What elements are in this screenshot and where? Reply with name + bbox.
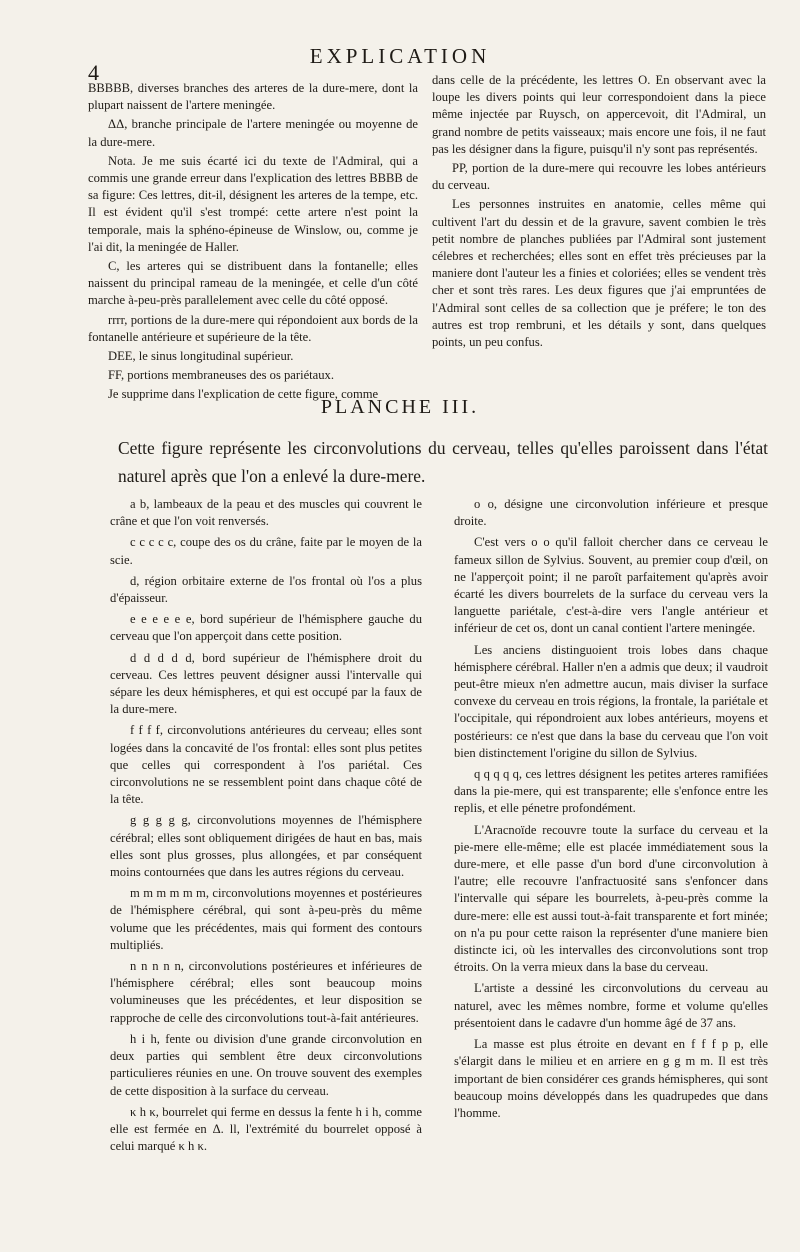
plate-subtitle: Cette figure représente les circonvolutions du cerveau, telles qu'elles paroissent dans l'état naturel après que l'on a enlevé la dure-mere.	[118, 438, 768, 486]
paragraph: e e e e e e, bord supérieur de l'hémisphere gauche du cerveau que l'on apperçoit dans cette position.	[110, 612, 422, 644]
bottom-left-column	[110, 496, 422, 1159]
paragraph: FF, portions membraneuses des os pariétaux.	[108, 368, 334, 383]
paragraph: C'est vers o o qu'il falloit chercher dans ce cerveau le fameux sillon de Sylvius. Souvent, au premier coup d'œil, on ne l'apperçoit point; il ne paroît parfaitement qu'après avoir écarté les divers bourrelets de la surface du cerveau vers la languette pariétale, c'est-à-dire vers l'angle antérieur et inférieur de cet os, dont un canal contient l'artere meningée.	[454, 535, 768, 636]
running-title: EXPLICATION	[309, 44, 491, 68]
paragraph: c c c c c, coupe des os du crâne, faite par le moyen de la scie.	[110, 535, 422, 567]
paragraph: o o, désigne une circonvolution inférieure et presque droite.	[454, 497, 768, 529]
paragraph: Les anciens distinguoient trois lobes dans chaque hémisphere cérébral. Haller n'en a admis que deux; il vaudroit peut-être mieux n'en admettre aucun, mais diviser la surface convexe du cerveau en trois régions, la frontale, la pariétale et l'occipitale, qui répondroient aux lobes antérieurs, moyens et postérieurs: ce n'est que dans la base du cerveau que l'on voit bien distinctement l'origine du sillon de Sylvius.	[454, 642, 768, 760]
paragraph: PP, portion de la dure-mere qui recouvre les lobes antérieurs du cerveau.	[432, 161, 766, 193]
paragraph: h i h, fente ou division d'une grande circonvolution en deux parties qui semblent être deux circonvolutions particulieres réunies en une. On trouve souvent des exemples de cette disposition à la surface du cerveau.	[110, 1031, 422, 1098]
page-number: 4	[88, 60, 99, 85]
paragraph: a b, lambeaux de la peau et des muscles qui couvrent le crâne et que l'on voit renversés.	[110, 497, 422, 529]
paragraph: d, région orbitaire externe de l'os frontal où l'os a plus d'épaisseur.	[110, 573, 422, 606]
paragraph: BBBBB, diverses branches des arteres de la dure-mere, dont la plupart naissent de l'artere meningée.	[88, 81, 418, 113]
paragraph: d d d d d, bord supérieur de l'hémisphere droit du cerveau. Ces lettres peuvent désigner aussi l'intervalle qui sépare les deux hémispheres, et qui est occupé par la faux de la dure-mere.	[110, 650, 422, 717]
paragraph: n n n n n, circonvolutions postérieures et inférieures de l'hémisphere cérébral; elles sont beaucoup moins volumineuses que les précédentes, et leur disposition se rapproche de celle des circonvolutions tout-à-fait antérieures.	[110, 959, 422, 1025]
paragraph: DEE, le sinus longitudinal supérieur.	[108, 349, 294, 364]
top-right-column	[432, 72, 766, 353]
paragraph: m m m m m m, circonvolutions moyennes et postérieures de l'hémisphere cérébral, qui sont à-peu-près du même volume que les précédentes, mais qui forment des contours multipliés.	[110, 886, 422, 952]
paragraph: ΔΔ, branche principale de l'artere meningée ou moyenne de la dure-mere.	[88, 117, 418, 149]
paragraph: C, les arteres qui se distribuent dans la fontanelle; elles naissent du principal rameau de la meningée, et celle d'un côté marche à-peu-près parallelement avec celle du côté opposé.	[88, 259, 418, 308]
bottom-right-column	[454, 496, 768, 1126]
paragraph: κ h κ, bourrelet qui ferme en dessus la fente h i h, comme elle est fermée en Δ. ll, l'extrémité du bourrelet opposé à celui marqué κ h κ.	[110, 1104, 422, 1154]
paragraph: g g g g g, circonvolutions moyennes de l'hémisphere cérébral; elles sont obliquement dirigées de haut en bas, mais elles sont plus grosses, plus allongées, et par conséquent moins contournées que dans les autres régions du cerveau.	[110, 813, 422, 880]
paragraph: Les personnes instruites en anatomie, celles même qui cultivent l'art du dessin et de la gravure, savent combien le très petit nombre de planches publiées par l'Admiral sont justement célebres et recherchées; elles sont en effet très précieuses par la maniere dont l'auteur les a finies et coloriées; elles se vendent très cher et sont très rares. Les deux figures que j'ai empruntées de l'Admiral sont celles de sa collection que je préfere; le ton des autres est trop rembruni, et les détails y sont, dans quelques points, un peu confus.	[432, 197, 766, 350]
paragraph: Je supprime dans l'explication de cette figure, comme	[108, 387, 379, 402]
paragraph: L'Aracnoïde recouvre toute la surface du cerveau et la pie-mere elle-même; elle est placée immédiatement sous la dure-mere, et elle passe d'un bord d'une circonvolution à l'autre; elle recouvre l'anfractuosité sans s'enfoncer dans l'intervalle qui sépare les bourrelets, à-peu-près comme la dure-mere: elle est aussi tout-à-fait transparente et fort minée; on n'a pu pour cette raison la représenter d'une maniere bien distincte ici, où les intervalles des circonvolutions sont trop étroits. On la verra mieux dans la base du cerveau.	[454, 822, 768, 975]
paragraph: q q q q q, ces lettres désignent les petites arteres ramifiées dans la pie-mere, qui est transparente; elle s'enfonce entre les replis, et elle pénetre profondément.	[454, 767, 768, 816]
plate-title: PLANCHE III.	[320, 396, 480, 418]
paragraph: dans celle de la précédente, les lettres O. En observant avec la loupe les divers points qui leur correspondoient dans la piece même injectée par Ruysch, on appercevoit, dit l'Admiral, un grand nombre de petits vaisseaux; mais encore une fois, il ne faut pas les désigner dans la figure, puisqu'il n'y sont pas représentés.	[432, 73, 766, 156]
paragraph: L'artiste a dessiné les circonvolutions du cerveau au naturel, avec les mêmes nombre, forme et volume qu'elles présentoient dans le cadavre d'un homme âgé de 37 ans.	[454, 981, 768, 1030]
paragraph: f f f f, circonvolutions antérieures du cerveau; elles sont logées dans la concavité de l'os frontal: elles sont plus petites que celles qui correspondent à l'os pariétal. Ces circonvolutions ne se ressemblent point dans chaque côté de la tête.	[110, 723, 422, 807]
top-left-column	[88, 80, 418, 406]
paragraph: La masse est plus étroite en devant en f f f p p, elle s'élargit dans le milieu et en arriere en g g m m. Il est très important de bien considérer ces grands hémispheres, qui sont beaucoup moins développés dans les quadrupedes que dans l'homme.	[454, 1037, 768, 1120]
paragraph: rrrr, portions de la dure-mere qui répondoient aux bords de la fontanelle antérieure et supérieure de la tête.	[88, 312, 418, 344]
paragraph: Nota. Je me suis écarté ici du texte de l'Admiral, qui a commis une grande erreur dans l'explication des lettres BBBB de sa figure: Ces lettres, dit-il, désignent les arteres de la tempe, etc. Il est évident qu'il s'est trompé: cette artere n'est point la temporale, mais la sphéno-épineuse de Winslow, ou, comme je l'ai dit, la meningée de Haller.	[88, 153, 418, 254]
